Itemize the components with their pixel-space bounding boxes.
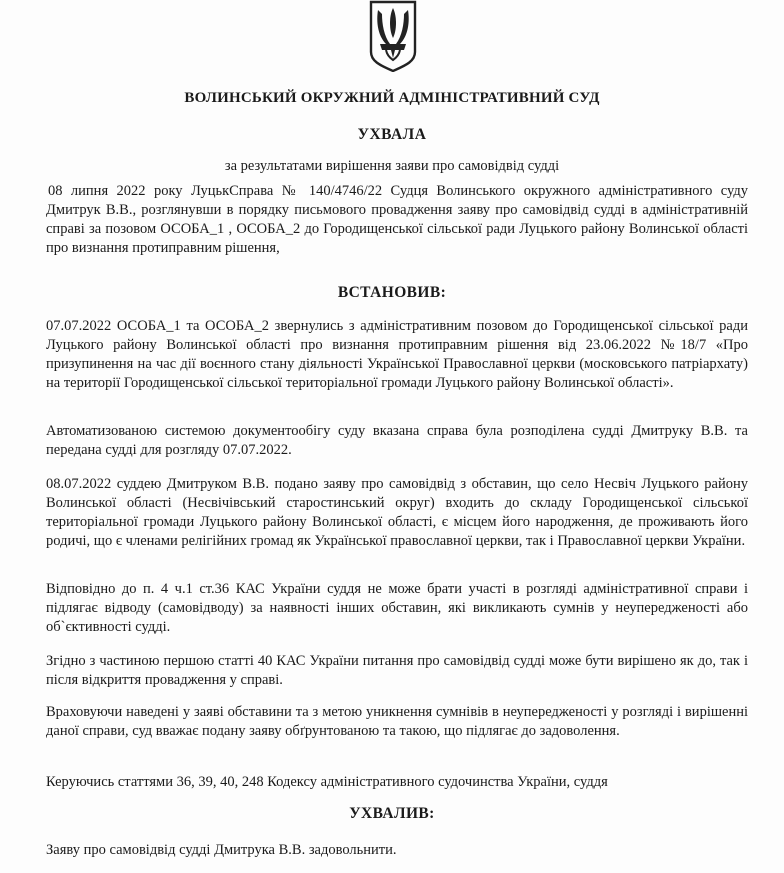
- document-type: УХВАЛА: [357, 126, 427, 143]
- intro-paragraph: 08 липня 2022 року ЛуцькСправа № 140/4746/22 Судця Волинського окружного адміністративного суду Дмитрук В.В., розглянувши в порядку письмового провадження заяву про самовідвід судді в адміністративній справі за позовом ОСОБА_1 , ОСОБА_2 до Городищенської сільської ради Луцького району Волинської області про визнання протиправним рішення,: [46, 183, 748, 256]
- document-subtitle: за результатами вирішення заяви про самовідвід судді: [224, 158, 560, 174]
- paragraph-reasoning: Враховуючи наведені у заяві обставини та з метою уникнення сумнівів в неупередженості у розгляді і вирішенні даної справи, суд вважає подану заяву обґрунтованою та такою, що підлягає до задоволення.: [46, 704, 748, 739]
- paragraph-article-40: Згідно з частиною першою статті 40 КАС України питання про самовідвід судді може бути вирішено як до, так і після відкриття провадження у справі.: [46, 653, 748, 688]
- paragraph-claim: 07.07.2022 ОСОБА_1 та ОСОБА_2 звернулись з адміністративним позовом до Городищенської сільської ради Луцького району Волинської області про визнання протиправним рішення від 23.06.2022 №18/7 «Про призупинення на час дії воєнного стану діяльності Української Православної церкви (московського патріархату) на території Городищенської сільської територіальної громади Луцького району Волинської області».: [46, 318, 748, 391]
- paragraph-recusal-request: 08.07.2022 суддею Дмитруком В.В. подано заяву про самовідвід з обставин, що село Несвіч Луцького району Волинської області (Несвічівський старостинський округ) входить до складу Городищенської сільської територіальної громади Луцького району Волинської області, є місцем його народження, де проживають його родичі, що є членами релігійних громад як Української православної церкви, так і Православної церкви України.: [46, 476, 748, 549]
- trident-emblem-icon: [368, 0, 418, 72]
- ruling-paragraph: Заяву про самовідвід судді Дмитрука В.В. задовольнити.: [46, 842, 397, 858]
- established-heading: ВСТАНОВИВ:: [337, 284, 447, 301]
- paragraph-guided-by: Керуючись статтями 36, 39, 40, 248 Кодексу адміністративного судочинства України, суддя: [46, 774, 608, 790]
- court-name: ВОЛИНСЬКИЙ ОКРУЖНИЙ АДМІНІСТРАТИВНИЙ СУД: [184, 90, 600, 106]
- ruled-heading: УХВАЛИВ:: [349, 805, 435, 822]
- paragraph-distribution: Автоматизованою системою документообігу суду вказана справа була розподілена судді Дмитруку В.В. та передана судді для розгляду 07.07.2022.: [46, 423, 748, 458]
- paragraph-legal-basis: Відповідно до п. 4 ч.1 ст.36 КАС України суддя не може брати участі в розгляді адміністративної справи і підлягає відводу (самовідводу) за наявності інших обставин, які викликають сумнів у неупередженості або об`єктивності судді.: [46, 581, 748, 635]
